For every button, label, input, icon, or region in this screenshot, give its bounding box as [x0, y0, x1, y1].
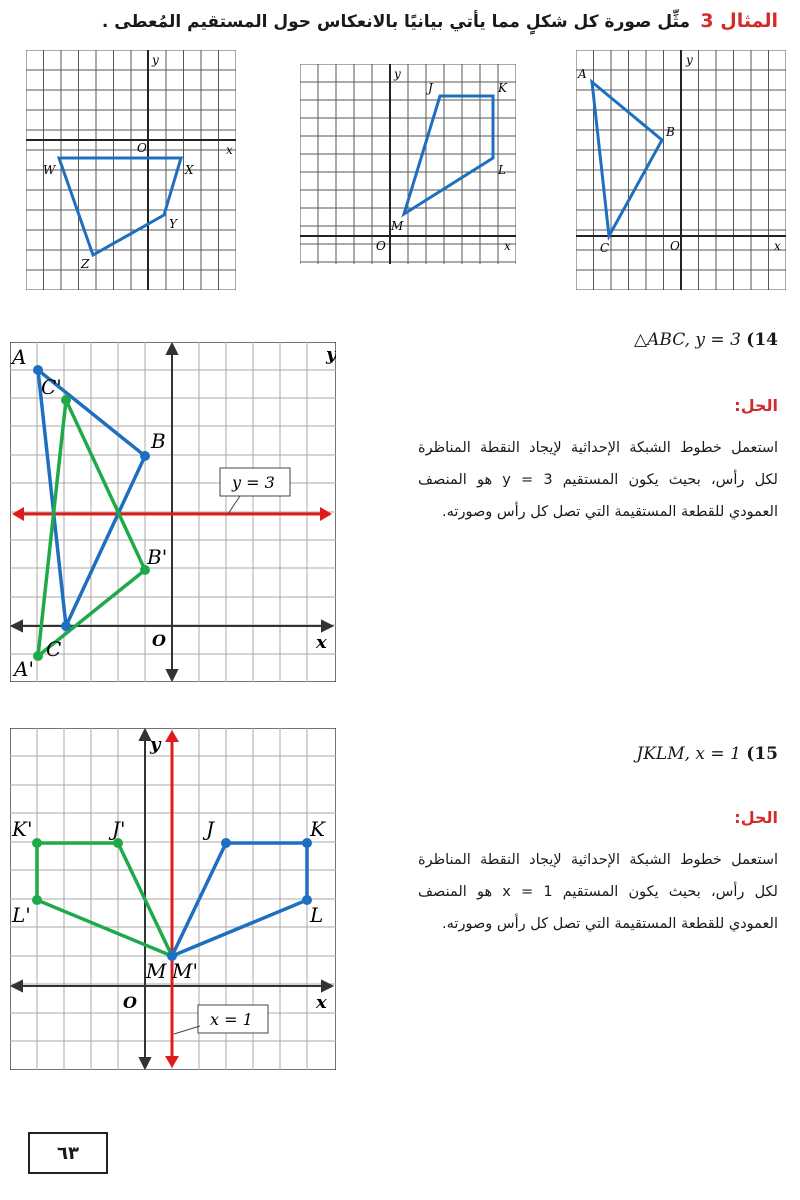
origin-label: O [123, 993, 137, 1012]
origin-label: O [152, 631, 166, 650]
vertex-k: K [310, 817, 325, 841]
y-axis-label: y [394, 67, 401, 81]
y-axis-label: y [686, 53, 693, 67]
vertex-x: X [185, 163, 194, 177]
vertex-l: L [498, 163, 506, 177]
problem-14-statement [634, 330, 778, 350]
vertex-k-prime: K' [12, 817, 33, 841]
example-label: المثال 3 [700, 10, 778, 32]
vertex-b: B [666, 125, 675, 139]
problem-14-solution-text: استعمل خطوط الشبكة الإحداثية لإيجاد النقطة المناظرة لكل رأس، بحيث يكون المستقيم y = 3 هو المنصف العمودي للقطعة المستقيمة التي تصل كل رأس وصورته. [418, 440, 778, 520]
example-header [0, 6, 800, 40]
vertex-a: A [12, 345, 27, 369]
problem-15-expression: JKLM, x = 1 [636, 744, 741, 764]
x-axis-label: x [504, 239, 511, 253]
graph-abc [576, 50, 786, 290]
line-label-x1: x = 1 [210, 1010, 253, 1029]
vertex-c: C [600, 241, 610, 255]
vertex-j: J [206, 817, 215, 841]
vertex-j-prime: J' [112, 817, 126, 841]
example-instruction: مثِّل صورة كل شكلٍ مما يأتي بيانيًا بالانعكاس حول المستقيم المُعطى . [101, 12, 690, 32]
vertex-l: L [310, 903, 324, 927]
x-axis-label: x [226, 143, 233, 157]
page-number: ٦٣ [28, 1132, 108, 1174]
problem-15-number: (15 [746, 744, 778, 764]
x-axis-label: x [316, 632, 327, 653]
vertex-b: B [151, 429, 166, 453]
vertex-w: W [43, 163, 56, 177]
x-axis-label: x [316, 992, 327, 1013]
vertex-c: C [46, 637, 62, 661]
problem-14-solution-label: الحل: [734, 396, 778, 415]
y-axis-label: y [326, 344, 336, 365]
vertex-k: K [498, 81, 507, 95]
graph-problem-15 [10, 728, 336, 1070]
grid [26, 50, 236, 290]
graph-problem-14 [10, 342, 336, 682]
problem-15-statement [636, 744, 778, 764]
origin-label: O [376, 239, 386, 253]
vertex-a: A [578, 67, 587, 81]
problem-14-number: (14 [746, 330, 778, 350]
problem-15-solution-text: استعمل خطوط الشبكة الإحداثية لإيجاد النقطة المناظرة لكل رأس، بحيث يكون المستقيم x = 1 هو المنصف العمودي للقطعة المستقيمة التي تصل كل رأس وصورته. [418, 852, 778, 932]
vertex-c-prime: C' [41, 375, 62, 399]
y-axis-label: y [150, 734, 161, 755]
vertex-m: M [146, 959, 167, 983]
graph-wxyz [26, 50, 236, 290]
graph-jklm [300, 64, 516, 264]
y-axis-label: y [152, 53, 159, 67]
vertex-z: Z [81, 257, 90, 271]
vertex-l-prime: L' [12, 903, 31, 927]
vertex-j: J [428, 81, 433, 95]
problem-14-expression: △ABC, y = 3 [634, 330, 741, 350]
problem-15-solution-label: الحل: [734, 808, 778, 827]
vertex-m: M [391, 219, 404, 233]
origin-label: O [670, 239, 680, 253]
vertex-b-prime: B' [147, 545, 168, 569]
vertex-a-prime: A' [14, 657, 34, 681]
line-label-y3: y = 3 [232, 473, 275, 492]
origin-label: O [137, 141, 147, 155]
vertex-y: Y [169, 217, 177, 231]
vertex-m-prime: M' [172, 959, 198, 983]
x-axis-label: x [774, 239, 781, 253]
quad-wxyz [59, 158, 181, 255]
triangle-abc [592, 82, 662, 236]
